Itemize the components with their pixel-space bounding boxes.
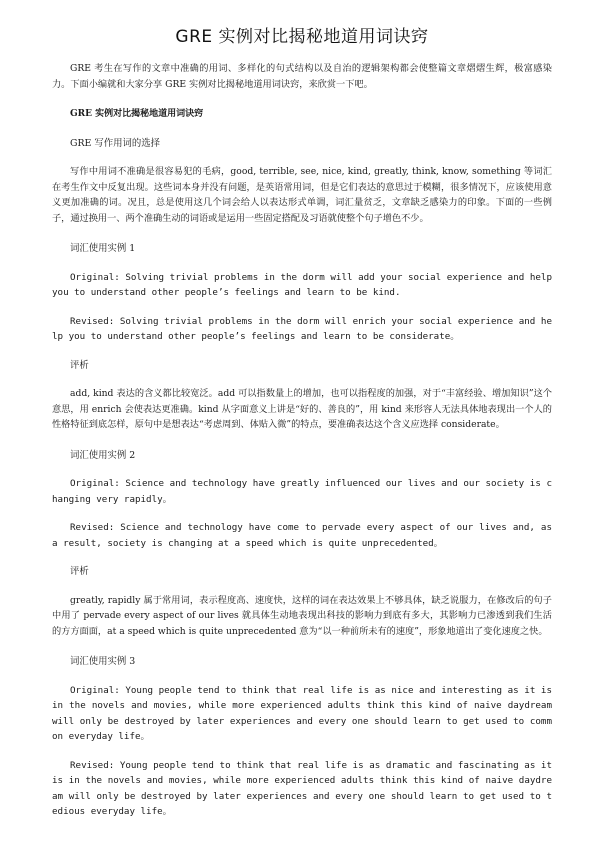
example-3-original: Original: Young people tend to think that real life is as nice and interesting as it is in the novels and movies, while more experienced adults think this kind of naive daydream will only be destroyed by later experiences and every one should learn to get used to common everyday life。: [52, 684, 552, 742]
example-2-original: Original: Science and technology have greatly influenced our lives and our society is changing very rapidly。: [52, 478, 552, 505]
overview-paragraph: 写作中用词不准确是很容易犯的毛病，good, terrible, see, nice, kind, greatly, think, know, something 等词汇在考生作文中反复出现。这些词本身并没有问题，是英语常用词，但是它们表达的意思过于模糊，很多情况下，应该使用意义更加准确的词。况且，总是使用这几个词会给人以表达形式单调，词汇量贫乏，文章缺乏感染力的印象。下面的一些例子，通过换用一、两个准确生动的词语或是运用一些固定搭配及习语就使整个句子增色不少。: [52, 166, 552, 224]
example-3-revised: Revised: Young people tend to think that real life is as dramatic and fascinating as it is in the novels and movies, while more experienced adults think this kind of naive daydream will only be destroyed by later experiences and every one should learn to get used to tedious everyday life。: [52, 759, 552, 817]
example-1-revised: Revised: Solving trivial problems in the dorm will enrich your social experience and help you to understand other people’s feelings and learn to be considerate。: [52, 315, 552, 342]
section-heading: GRE 实例对比揭秘地道用词诀窍: [70, 109, 204, 119]
example-3-label: 词汇使用实例 3: [70, 656, 136, 667]
example-1-original: Original: Solving trivial problems in the dorm will add your social experience and help you to understand other people’s feelings and learn to be kind.: [52, 271, 552, 298]
subheading-word-choice: GRE 写作用词的选择: [70, 137, 160, 149]
example-1-label: 词汇使用实例 1: [70, 243, 136, 254]
example-2-analysis-label: 评析: [70, 566, 89, 577]
intro-paragraph: GRE 考生在写作的文章中准确的用词、多样化的句式结构以及自治的逻辑架构都会使整篇文章熠熠生辉，极富感染力。下面小编就和大家分享 GRE 实例对比揭秘地道用词诀窍，来欣赏一下吧。: [52, 63, 552, 90]
example-2-analysis: greatly, rapidly 属于常用词，表示程度高、速度快，这样的词在表达效果上不够具体，缺乏说服力，在修改后的句子中用了 pervade every aspect of our lives 就具体生动地表现出科技的影响力到底有多大，其影响力已渗透到我们生活的方方面面，at a speed which is quite unprecedented 意为“以一种前所未有的速度”，形象地道出了变化速度之快。: [52, 594, 552, 637]
page-title: GRE 实例对比揭秘地道用词诀窍: [175, 27, 429, 47]
example-1-analysis: add, kind 表达的含义都比较宽泛。add 可以指数量上的增加，也可以指程度的加强，对于“丰富经验、增加知识”这个意思，用 enrich 会使表达更准确。kind 从字面意义上讲是“好的、善良的”，用 kind 来形容人无法具体地表现出一个人的性格特征到底怎样，原句中是想表达“考虑周到、体贴入微”的特点，要准确表达这个含义应选择 considerate。: [52, 388, 552, 430]
example-2-label: 词汇使用实例 2: [70, 449, 136, 461]
example-2-revised: Revised: Science and technology have come to pervade every aspect of our lives and, as a result, society is changing at a speed which is quite unprecedented。: [52, 522, 552, 549]
example-1-analysis-label: 评析: [70, 359, 89, 371]
